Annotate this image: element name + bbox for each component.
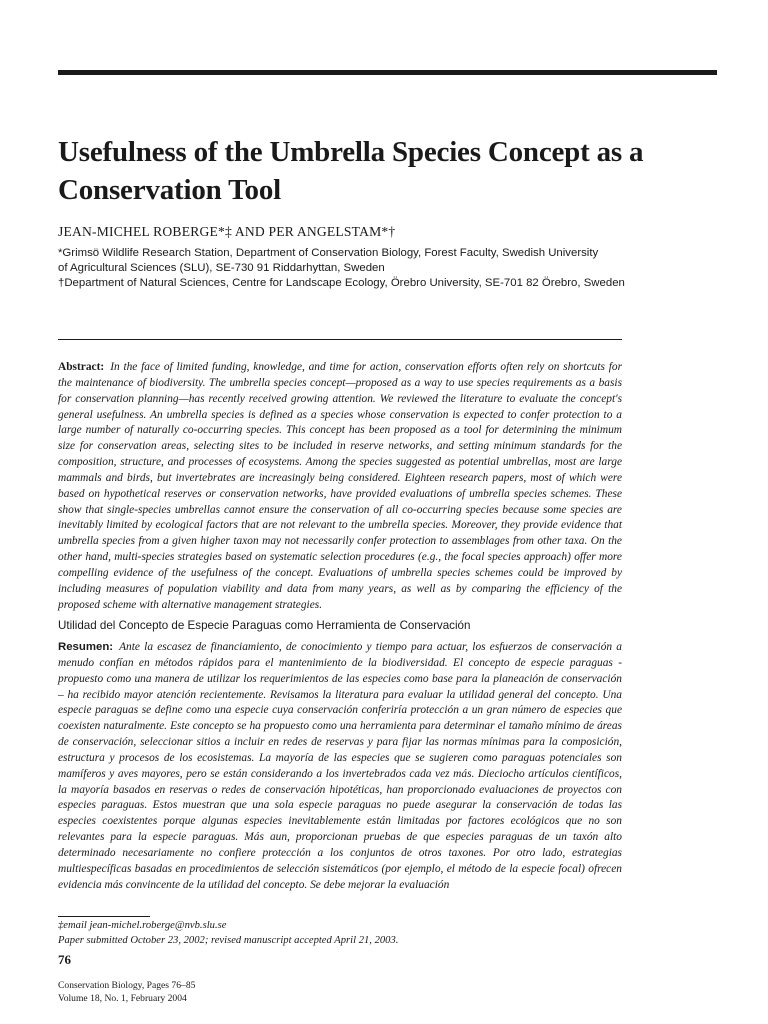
footnote-submission: Paper submitted October 23, 2002; revised manuscript accepted April 21, 2003. bbox=[58, 935, 399, 946]
journal-volume: Volume 18, No. 1, February 2004 bbox=[58, 992, 187, 1004]
abstract-text: In the face of limited funding, knowledge, and time for action, conservation efforts often rely on shortcuts for the maintenance of biodiversity. The umbrella species concept—proposed as a way to use species requirements as a basis for conservation planning—has recently received growing attention. We reviewed the literature to evaluate the concept's general usefulness. An umbrella species is defined as a species whose conservation is expected to confer protection to a large number of naturally co-occurring species. This concept has been proposed as a tool for determining the minimum size for conservation areas, selecting sites to be included in reserve networks, and setting minimum standards for the composition, structure, and processes of ecosystems. Among the species suggested as potential umbrellas, most are large mammals and birds, but invertebrates are increasingly being considered. Eighteen research papers, most of which were based on hypothetical reserves or conservation networks, have provided evaluations of umbrella species schemes. These show that single-species umbrellas cannot ensure the conservation of all co-occurring species because some species are inevitably limited by ecological factors that are not relevant to the umbrella species. Moreover, they provide evidence that umbrella species from a given higher taxon may not necessarily confer protection to assemblages from other taxa. On the other hand, multi-species strategies based on systematic selection procedures (e.g., the focal species approach) offer more compelling evidence of the usefulness of the concept. Evaluations of umbrella species schemes could be improved by including measures of population viability and data from many years, as well as by comparing the efficiency of the proposed scheme with alternative management strategies. bbox=[58, 361, 622, 611]
affiliations bbox=[58, 246, 658, 291]
resumen-text: Ante la escasez de financiamiento, de conocimiento y tiempo para actuar, los esfuerzos de conservación a menudo confían en métodos rápidos para el mantenimiento de la biodiversidad. El concepto de especie paraguas - propuesto como una manera de utilizar los requerimientos de las especies como base para la planeación de conservación – ha recibido mayor atención recientemente. Revisamos la literatura para evaluar la utilidad general del concepto. Una especie paraguas se define como una especie cuya conservación conferiría protección a un gran número de especies que coexisten naturalmente. Este concepto se ha propuesto como una herramienta para determinar el tamaño mínimo de áreas de conservación, seleccionar sitios a incluir en redes de reservas y para fijar las normas mínimas para la composición, estructura y procesos de los ecosistemas. La mayoría de las especies que se sugieren como paraguas potenciales son mamíferos y aves mayores, pero se están considerando a los invertebrados cada vez más. Dieciocho artículos científicos, la mayoría basados en reservas o redes de conservación hipotéticas, han proporcionado evaluaciones de proyectos con especies paraguas. Estos muestran que una sola especie paraguas no puede asegurar la conservación de todas las especies coexistentes porque algunas especies inevitablemente están limitadas por factores ecológicos que no son relevantes para la especie paraguas. Más aun, proporcionan pruebas de que especies paraguas de un taxón alto determinado necesariamente no confiere protección a los conjuntos de otros taxones. Por otro lado, estrategias multiespecíficas basadas en procedimientos de selección sistemáticos (por ejemplo, el método de la especie focal) ofrecen evidencia más convincente de la utilidad del concepto. Se debe mejorar la evaluación bbox=[58, 641, 622, 891]
top-rule bbox=[58, 70, 717, 75]
abstract bbox=[58, 360, 622, 614]
authors: JEAN-MICHEL ROBERGE*‡ AND PER ANGELSTAM*† bbox=[58, 224, 396, 239]
footnote-email: ‡email jean-michel.roberge@nvb.slu.se bbox=[58, 920, 227, 931]
spanish-title: Utilidad del Concepto de Especie Paraguas como Herramienta de Conservación bbox=[58, 619, 471, 632]
section-rule bbox=[58, 339, 622, 340]
page-number: 76 bbox=[58, 952, 71, 967]
article-title: Usefulness of the Umbrella Species Concept as a Conservation Tool bbox=[58, 136, 644, 206]
journal-info bbox=[58, 980, 195, 1005]
footnotes bbox=[58, 918, 398, 948]
affiliation-line: of Agricultural Sciences (SLU), SE-730 91 Riddarhyttan, Sweden bbox=[58, 262, 385, 274]
journal-pages: Conservation Biology, Pages 76–85 bbox=[58, 980, 196, 991]
affiliation-line: †Department of Natural Sciences, Centre for Landscape Ecology, Örebro University, SE-701 82 Örebro, Sweden bbox=[58, 277, 625, 289]
footnote-rule bbox=[58, 916, 150, 917]
abstract-label: Abstract: bbox=[58, 361, 105, 373]
resumen-label: Resumen: bbox=[58, 641, 114, 653]
resumen bbox=[58, 640, 622, 894]
affiliation-line: *Grimsö Wildlife Research Station, Department of Conservation Biology, Forest Faculty, Swedish University bbox=[58, 247, 599, 259]
